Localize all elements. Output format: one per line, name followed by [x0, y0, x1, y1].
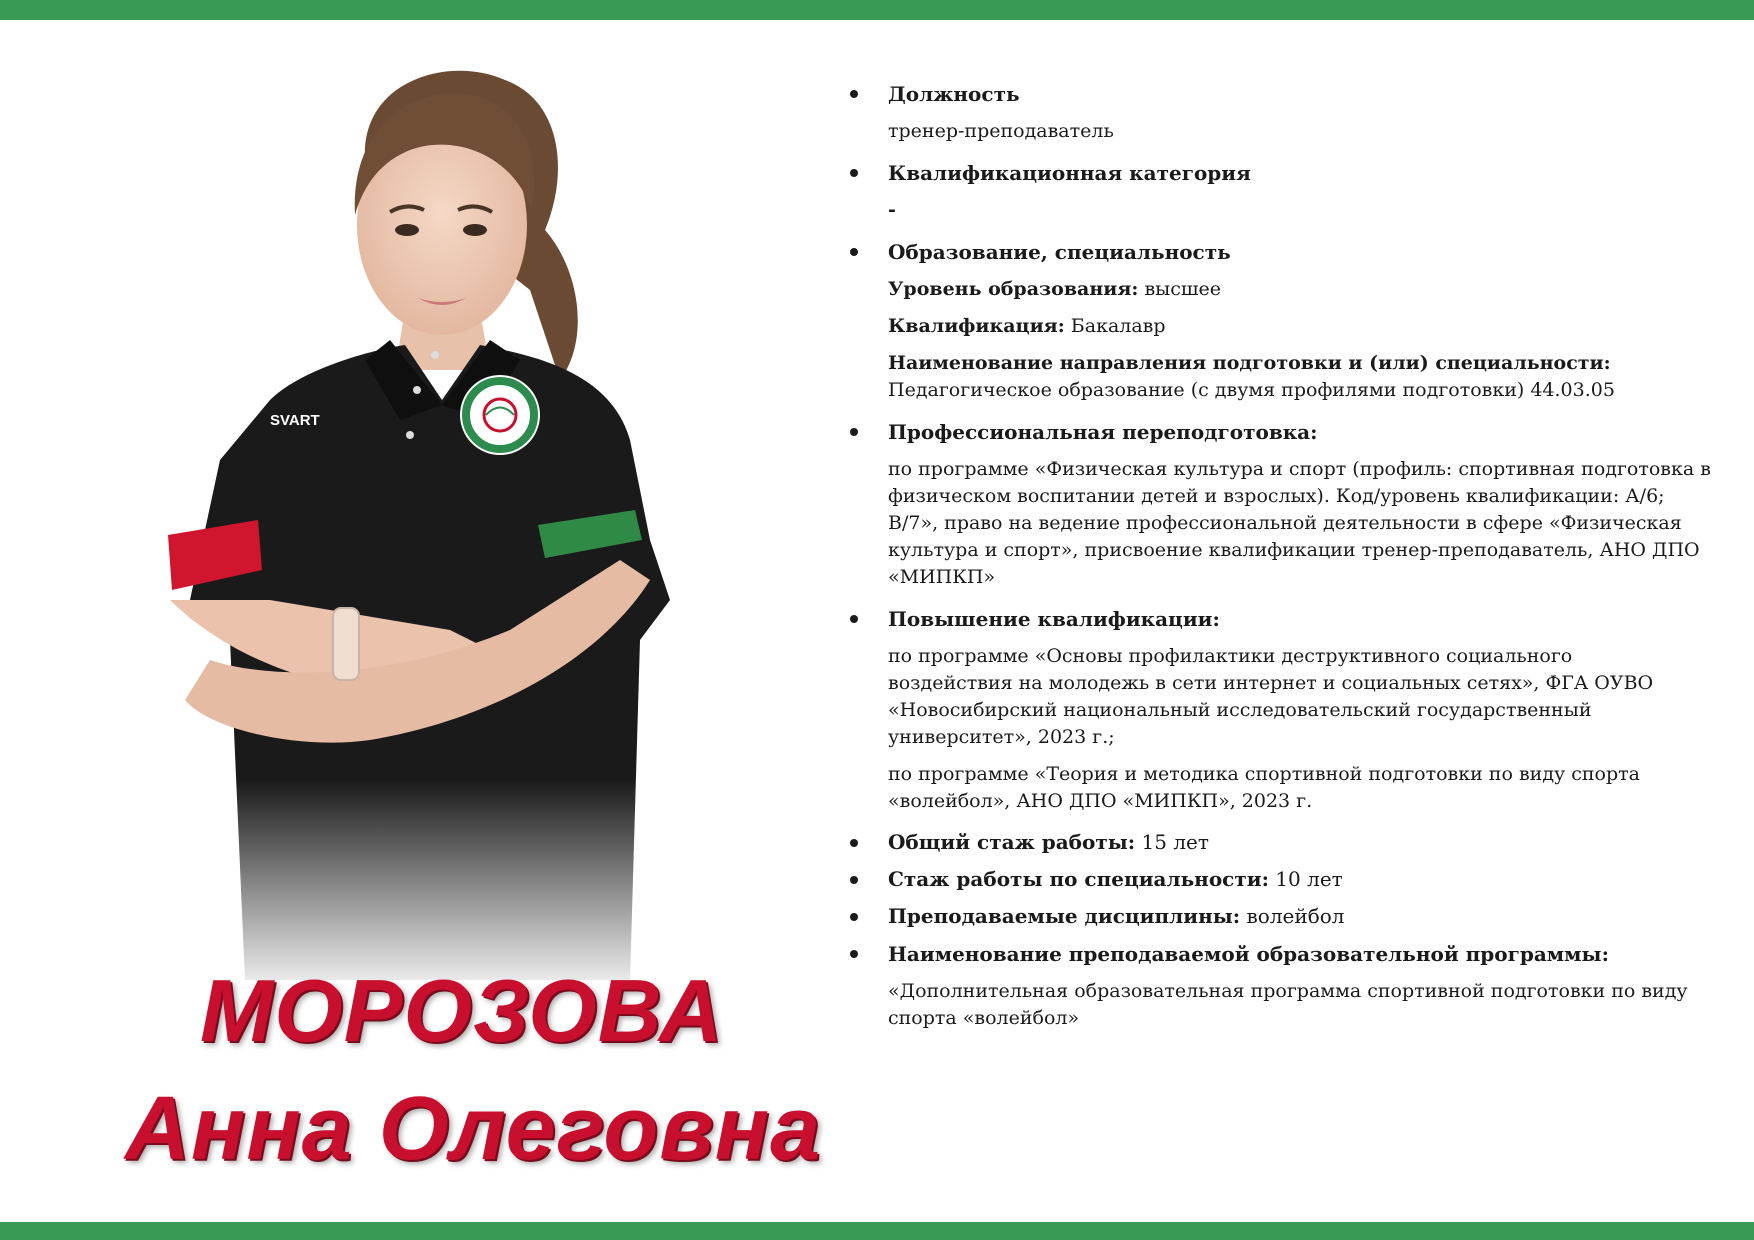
bullet-icon	[850, 428, 858, 436]
top-green-band	[0, 0, 1754, 20]
qualification-value: Бакалавр	[1070, 315, 1166, 337]
advanced-item: по программе «Теория и методика спортивной подготовки по виду спорта «волейбол», АНО ДПО «МИПКП», 2023 г.	[888, 763, 1640, 812]
disciplines-label: Преподаваемые дисциплины:	[888, 904, 1241, 928]
retraining-label: Профессиональная переподготовка:	[888, 420, 1318, 444]
bottom-green-band	[0, 1222, 1754, 1240]
education-level-value: высшее	[1144, 278, 1222, 300]
surname: МОРОЗОВА	[200, 961, 724, 1060]
category-label: Квалификационная категория	[888, 161, 1251, 185]
program-value: «Дополнительная образовательная программа спортивной подготовки по виду спорта «волейбол»	[888, 980, 1688, 1029]
education-level	[888, 276, 1730, 303]
education-qualification	[888, 313, 1730, 340]
given-names: Анна Олеговна	[125, 1079, 822, 1179]
disciplines-value: волейбол	[1246, 904, 1345, 928]
section-total-experience	[850, 829, 1730, 856]
school-emblem-icon	[460, 375, 540, 455]
bullet-icon	[850, 913, 858, 921]
advanced-label: Повышение квалификации:	[888, 607, 1220, 631]
total-experience-value: 15 лет	[1141, 830, 1209, 854]
direction-label: Наименование направления подготовки и (или) специальности:	[888, 352, 1611, 374]
specialty-experience-value: 10 лет	[1275, 867, 1343, 891]
position-label: Должность	[888, 82, 1020, 106]
bullet-icon	[850, 248, 858, 256]
specialty-experience-label: Стаж работы по специальности:	[888, 867, 1269, 891]
section-category	[850, 159, 1730, 224]
section-specialty-experience	[850, 866, 1730, 893]
section-program	[850, 940, 1730, 1032]
category-value: -	[888, 199, 896, 221]
retraining-text: по программе «Физическая культура и спорт (профиль: спортивная подготовка в физическом воспитании детей и взрослых). Код/уровень квалификации: А/6; В/7», право на ведение профессиональной деятельности в сфере «Физическая культура и спорт», присвоение квалификации тренер-преподаватель, АНО ДПО «МИПКП»	[888, 458, 1711, 588]
total-experience	[888, 829, 1730, 856]
total-experience-label: Общий стаж работы:	[888, 830, 1136, 854]
bullet-icon	[850, 839, 858, 847]
bullet-icon	[850, 169, 858, 177]
disciplines	[888, 903, 1730, 930]
specialty-experience	[888, 866, 1730, 893]
qualification-label: Квалификация:	[888, 315, 1065, 337]
section-disciplines	[850, 903, 1730, 930]
shirt-brand: SVART	[270, 412, 320, 429]
education-label: Образование, специальность	[888, 240, 1231, 264]
advanced-item: по программе «Основы профилактики деструктивного социального воздействия на молодежь в сети интернет и социальных сетях», ФГА ОУВО «Новосибирский национальный исследовательский государственный университет», 2023 г.;	[888, 645, 1654, 748]
coach-info	[850, 80, 1730, 1032]
coach-portrait	[150, 40, 790, 1000]
section-education	[850, 238, 1730, 404]
position-value: тренер-преподаватель	[888, 120, 1114, 142]
bullet-icon	[850, 950, 858, 958]
section-advanced-training	[850, 605, 1730, 815]
bullet-icon	[850, 615, 858, 623]
section-position	[850, 80, 1730, 145]
education-level-label: Уровень образования:	[888, 278, 1139, 300]
education-direction	[888, 350, 1648, 404]
bullet-icon	[850, 90, 858, 98]
direction-value: Педагогическое образование (с двумя профилями подготовки) 44.03.05	[888, 379, 1615, 401]
program-label: Наименование преподаваемой образовательной программы:	[888, 942, 1609, 966]
section-retraining	[850, 418, 1730, 591]
bullet-icon	[850, 876, 858, 884]
